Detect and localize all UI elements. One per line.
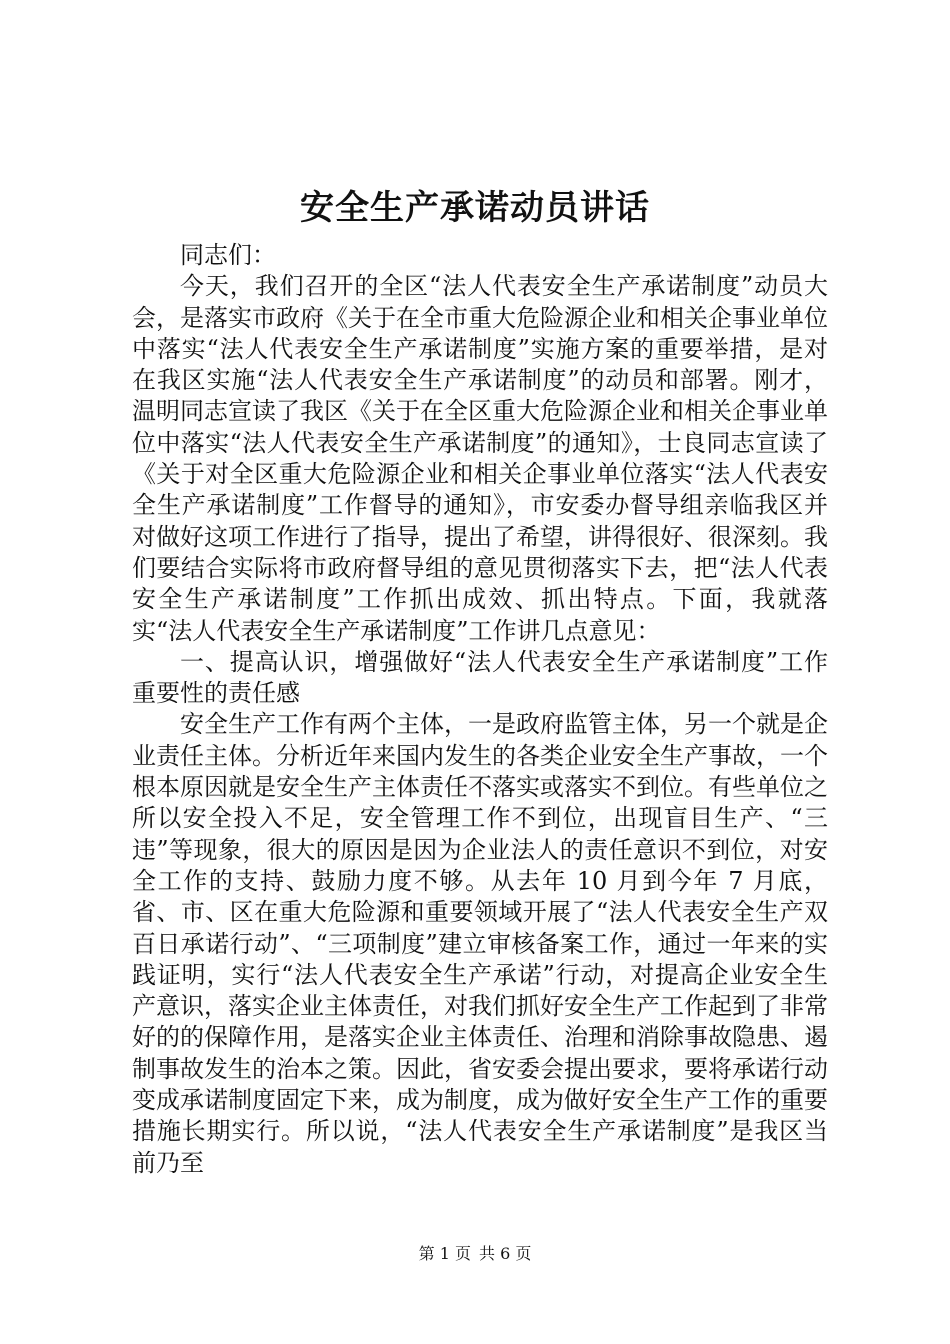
paragraph-intro: 今天，我们召开的全区“法人代表安全生产承诺制度”动员大会，是落实市政府《关于在全市重大危险源企业和相关企事业单位中落实“法人代表安全生产承诺制度”实施方案的重要举措，是对在我区实施“法人代表安全生产承诺制度”的动员和部署。刚才，温明同志宣读了我区《关于在全区重大危险源企业和相关企事业单位中落实“法人代表安全生产承诺制度”的通知》，士良同志宣读了《关于对全区重大危险源企业和相关企事业单位落实“法人代表安全生产承诺制度”工作督导的通知》，市安委办督导组亲临我区并对做好这项工作进行了指导，提出了希望，讲得很好、很深刻。我们要结合实际将市政府督导组的意见贯彻落实下去，把“法人代表安全生产承诺制度”工作抓出成效、抓出特点。下面，我就落实“法人代表安全生产承诺制度”工作讲几点意见： <box>132 272 828 645</box>
page-total: 共 6 页 <box>479 1244 532 1263</box>
document-title: 安全生产承诺动员讲话 <box>300 188 650 228</box>
section-heading-1: 一、提高认识，增强做好“法人代表安全生产承诺制度”工作重要性的责任感 <box>132 647 828 708</box>
page-footer <box>0 1243 950 1265</box>
page-number: 第 1 页 <box>418 1244 471 1263</box>
paragraph-section-1: 安全生产工作有两个主体，一是政府监管主体，另一个就是企业责任主体。分析近年来国内发生的各类企业安全生产事故，一个根本原因就是安全生产主体责任不落实或落实不到位。有些单位之所以安全投入不足，安全管理工作不到位，出现盲目生产、“三违”等现象，很大的原因是因为企业法人的责任意识不到位，对安全工作的支持、鼓励力度不够。从去年 10 月到今年 7 月底，省、市、区在重大危险源和重要领域开展了“法人代表安全生产双百日承诺行动”、“三项制度”建立审核备案工作，通过一年来的实践证明，实行“法人代表安全生产承诺”行动，对提高企业安全生产意识，落实企业主体责任，对我们抓好安全生产工作起到了非常好的的保障作用，是落实企业主体责任、治理和消除事故隐患、遏制事故发生的治本之策。因此，省安委会提出要求，要将承诺行动变成承诺制度固定下来，成为制度，成为做好安全生产工作的重要措施长期实行。所以说，“法人代表安全生产承诺制度”是我区当前乃至 <box>132 710 828 1177</box>
salutation: 同志们： <box>180 241 276 269</box>
document-body <box>132 240 828 1179</box>
